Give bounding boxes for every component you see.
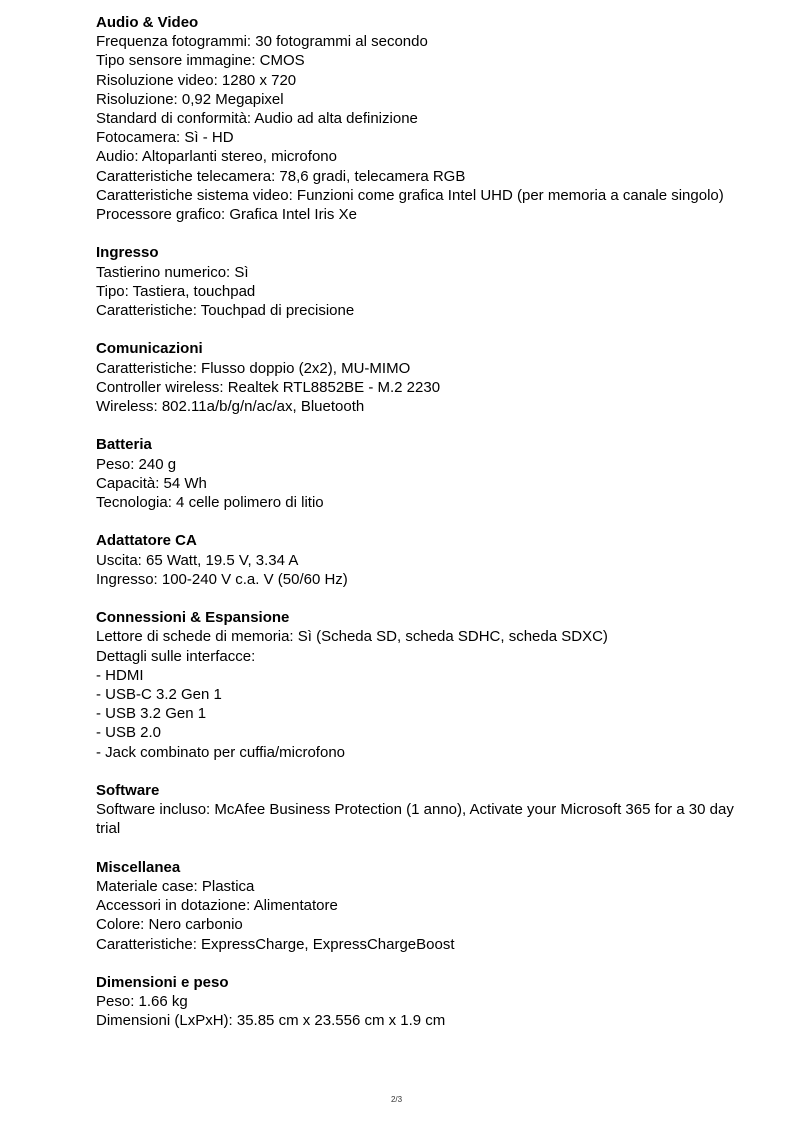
section-title: Miscellanea bbox=[96, 858, 181, 876]
section-title: Comunicazioni bbox=[96, 340, 203, 358]
spec-line: Fotocamera: Sì - HD bbox=[96, 129, 234, 147]
spec-line: Accessori in dotazione: Alimentatore bbox=[96, 897, 338, 915]
section-title: Batteria bbox=[96, 436, 152, 454]
spec-line: Capacità: 54 Wh bbox=[96, 474, 207, 492]
section-software bbox=[96, 781, 746, 839]
spec-line: Colore: Nero carbonio bbox=[96, 916, 243, 934]
section-miscellanea bbox=[96, 858, 746, 954]
spec-line: Caratteristiche: ExpressCharge, ExpressChargeBoost bbox=[96, 935, 455, 953]
section-batteria bbox=[96, 435, 746, 512]
section-adattatore-ca bbox=[96, 531, 746, 589]
spec-line: Risoluzione video: 1280 x 720 bbox=[96, 71, 297, 89]
spec-line: Caratteristiche: Flusso doppio (2x2), MU-MIMO bbox=[96, 359, 411, 377]
spec-line: - USB 3.2 Gen 1 bbox=[96, 705, 207, 723]
spec-line: Tastierino numerico: Sì bbox=[96, 263, 249, 281]
section-ingresso bbox=[96, 243, 746, 320]
spec-line: - HDMI bbox=[96, 666, 144, 684]
spec-line: Peso: 240 g bbox=[96, 455, 177, 473]
spec-line: Wireless: 802.11a/b/g/n/ac/ax, Bluetooth bbox=[96, 398, 365, 416]
section-title: Dimensioni e peso bbox=[96, 974, 229, 992]
spec-line: Controller wireless: Realtek RTL8852BE - M.2 2230 bbox=[96, 378, 441, 396]
section-title: Audio & Video bbox=[96, 14, 199, 31]
section-title: Connessioni & Espansione bbox=[96, 609, 290, 627]
section-title: Adattatore CA bbox=[96, 532, 197, 550]
section-title: Software bbox=[96, 782, 160, 800]
spec-line: Caratteristiche: Touchpad di precisione bbox=[96, 302, 355, 320]
spec-line: Software incluso: McAfee Business Protection (1 anno), Activate your Microsoft 365 for a 30 day trial bbox=[96, 801, 734, 838]
spec-line: Tipo sensore immagine: CMOS bbox=[96, 52, 305, 70]
spec-line: Lettore di schede di memoria: Sì (Scheda SD, scheda SDHC, scheda SDXC) bbox=[96, 628, 608, 646]
section-dimensioni-peso bbox=[96, 973, 746, 1031]
spec-line: - Jack combinato per cuffia/microfono bbox=[96, 743, 346, 761]
spec-line: Tecnologia: 4 celle polimero di litio bbox=[96, 494, 324, 512]
spec-line: - USB 2.0 bbox=[96, 724, 162, 742]
spec-line: Peso: 1.66 kg bbox=[96, 993, 188, 1011]
section-audio-video bbox=[96, 13, 746, 224]
spec-line: - USB-C 3.2 Gen 1 bbox=[96, 686, 222, 704]
spec-line: Caratteristiche sistema video: Funzioni come grafica Intel UHD (per memoria a canale singolo) bbox=[96, 186, 724, 204]
section-title: Ingresso bbox=[96, 244, 159, 262]
spec-line: Materiale case: Plastica bbox=[96, 878, 255, 896]
spec-line: Processore grafico: Grafica Intel Iris Xe bbox=[96, 206, 357, 224]
spec-line: Risoluzione: 0,92 Megapixel bbox=[96, 90, 284, 108]
section-connessioni-espansione bbox=[96, 608, 746, 762]
spec-line: Tipo: Tastiera, touchpad bbox=[96, 282, 256, 300]
page-number: 2/3 bbox=[390, 1095, 403, 1104]
spec-document bbox=[96, 13, 746, 1050]
spec-line: Ingresso: 100-240 V c.a. V (50/60 Hz) bbox=[96, 570, 348, 588]
spec-line: Caratteristiche telecamera: 78,6 gradi, telecamera RGB bbox=[96, 167, 466, 185]
spec-line: Dettagli sulle interfacce: bbox=[96, 647, 256, 665]
spec-line: Audio: Altoparlanti stereo, microfono bbox=[96, 148, 337, 166]
section-comunicazioni bbox=[96, 339, 746, 416]
spec-line: Standard di conformità: Audio ad alta definizione bbox=[96, 110, 418, 128]
spec-line: Frequenza fotogrammi: 30 fotogrammi al secondo bbox=[96, 33, 428, 51]
spec-line: Dimensioni (LxPxH): 35.85 cm x 23.556 cm x 1.9 cm bbox=[96, 1012, 446, 1030]
spec-line: Uscita: 65 Watt, 19.5 V, 3.34 A bbox=[96, 551, 299, 569]
